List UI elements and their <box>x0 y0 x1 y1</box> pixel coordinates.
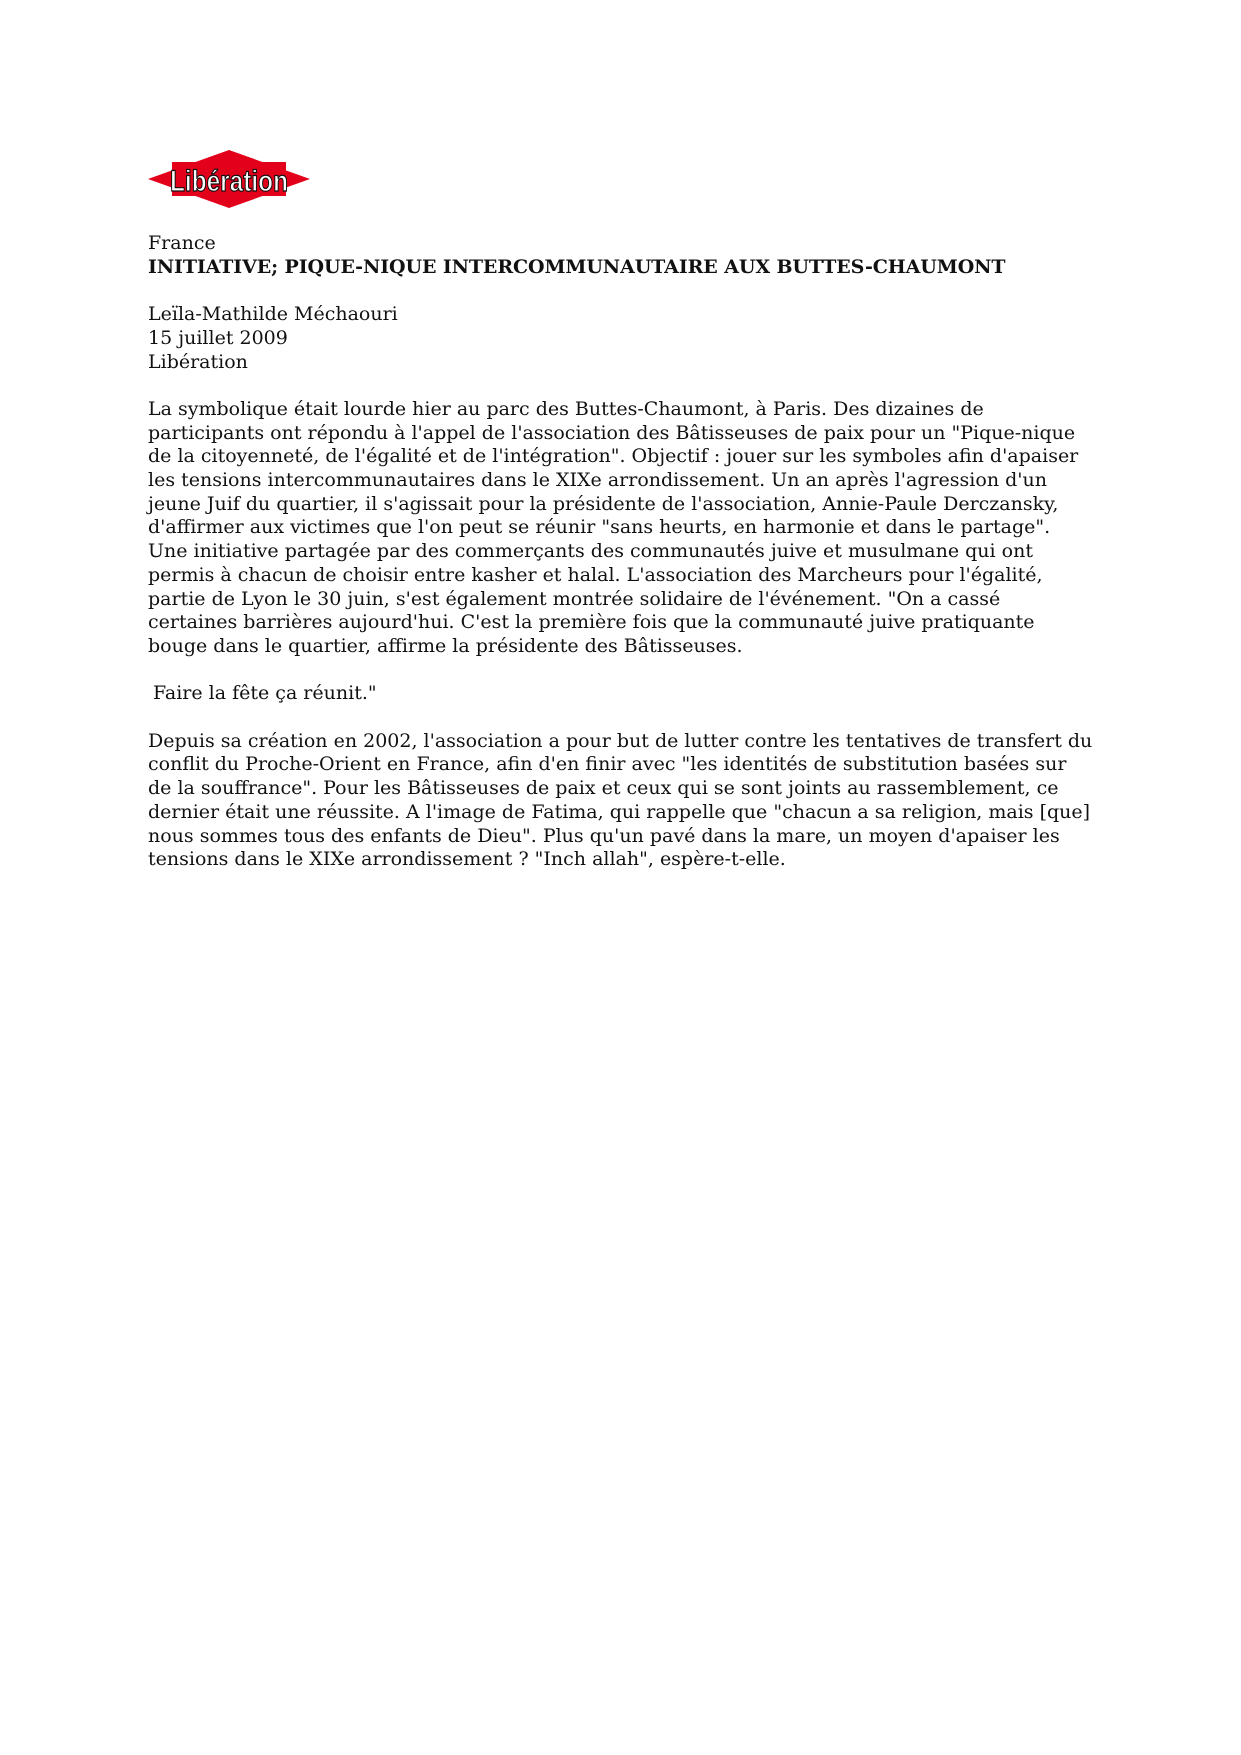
article-section: France <box>148 232 216 254</box>
article-date: 15 juillet 2009 <box>148 326 288 349</box>
logo-wordmark: Libération <box>170 165 288 198</box>
article-publication: Libération <box>148 350 248 373</box>
liberation-logo <box>148 148 310 210</box>
article-author: Leïla-Mathilde Méchaouri <box>148 303 398 326</box>
article-paragraph: Depuis sa création en 2002, l'association a pour but de lutter contre les tentatives de transfert du conflit du Proche-Orient en France, afin d'en finir avec "les identités de substitution basées sur de la souffrance". Pour les Bâtisseuses de paix et ceux qui se sont joints au rassemblement, ce dernier était une réussite. A l'image de Fatima, qui rappelle que "chacun a sa religion, mais [que] nous sommes tous des enfants de Dieu". Plus qu'un pavé dans la mare, un moyen d'apaiser les tensions dans le XIXe arrondissement ? "Inch allah", espère-t-elle. <box>148 729 1093 871</box>
article-headline: INITIATIVE; PIQUE-NIQUE INTERCOMMUNAUTAIRE AUX BUTTES-CHAUMONT <box>148 255 1006 278</box>
article-paragraph: Faire la fête ça réunit." <box>153 682 377 705</box>
article-meta <box>148 303 1093 374</box>
article-paragraph: La symbolique était lourde hier au parc des Buttes-Chaumont, à Paris. Des dizaines de participants ont répondu à l'appel de l'association des Bâtisseuses de paix pour un "Pique-nique de la citoyenneté, de l'égalité et de l'intégration". Objectif : jouer sur les symboles afin d'apaiser les tensions intercommunautaires dans le XIXe arrondissement. Un an après l'agression d'un jeune Juif du quartier, il s'agissait pour la présidente de l'association, Annie-Paule Derczansky, d'affirmer aux victimes que l'on peut se réunir "sans heurts, en harmonie et dans le partage". Une initiative partagée par des commerçants des communautés juive et musulmane qui ont permis à chacun de choisir entre kasher et halal. L'association des Marcheurs pour l'égalité, partie de Lyon le 30 juin, s'est également montrée solidaire de l'événement. "On a cassé certaines barrières aujourd'hui. C'est la première fois que la communauté juive pratiquante bouge dans le quartier, affirme la présidente des Bâtisseuses. <box>148 397 1079 657</box>
article <box>148 232 1093 872</box>
liberation-logo-mark <box>148 148 310 210</box>
